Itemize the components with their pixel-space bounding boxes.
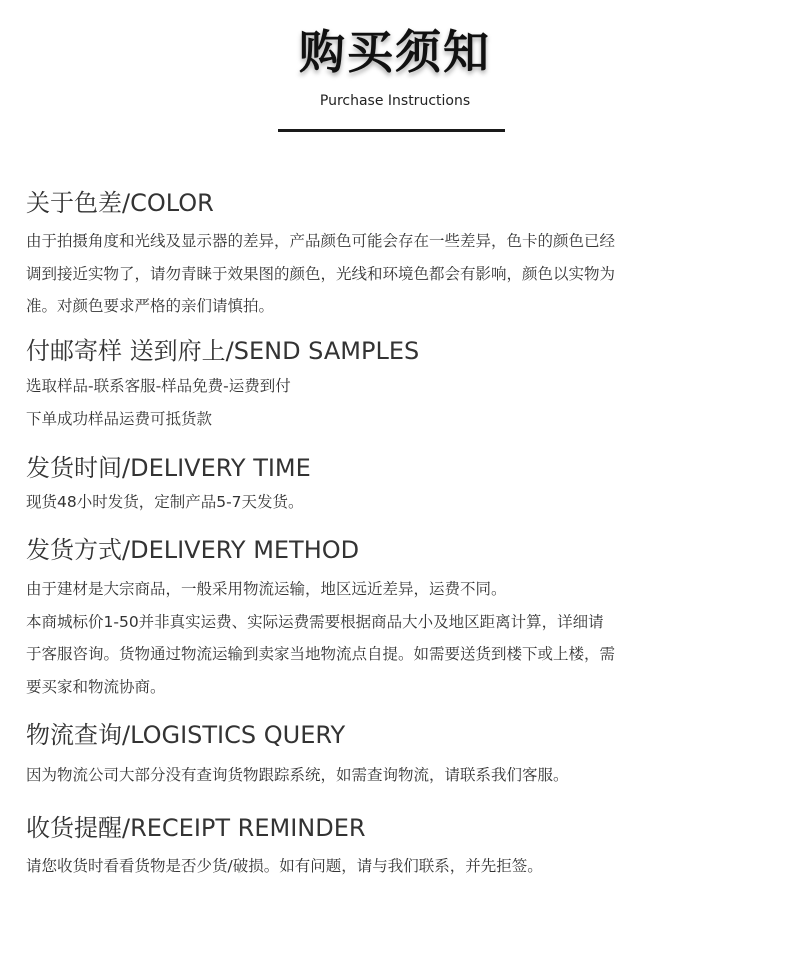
section-heading-color: 关于色差/COLOR	[26, 189, 214, 217]
section-text-line: 要买家和物流协商。	[26, 677, 166, 696]
section-text-line: 本商城标价1-50并非真实运费、实际运费需要根据商品大小及地区距离计算，详细请	[26, 612, 604, 631]
section-receipt-reminder	[26, 811, 726, 883]
section-text-line: 请您收货时看看货物是否少货/破损。如有问题，请与我们联系，并先拒签。	[26, 857, 543, 875]
section-text-line: 由于拍摄角度和光线及显示器的差异，产品颜色可能会存在一些差异，色卡的颜色已经	[26, 232, 616, 250]
section-text-line: 现货48小时发货，定制产品5-7天发货。	[26, 493, 304, 511]
section-logistics-query	[26, 718, 726, 792]
title-divider	[278, 129, 505, 132]
section-text-line: 因为物流公司大部分没有查询货物跟踪系统，如需查询物流，请联系我们客服。	[26, 766, 569, 784]
section-send-samples	[26, 334, 726, 435]
section-text-line: 调到接近实物了，请勿青睐于效果图的颜色，光线和环境色都会有影响，颜色以实物为	[26, 264, 616, 283]
section-heading-delivery-method: 发货方式/DELIVERY METHOD	[26, 536, 360, 564]
section-text-line: 下单成功样品运费可抵货款	[26, 409, 213, 428]
section-delivery-time	[26, 451, 726, 519]
section-text-line: 选取样品-联系客服-样品免费-运费到付	[26, 377, 291, 395]
section-delivery-method	[26, 533, 726, 703]
section-heading-send-samples: 付邮寄样 送到府上/SEND SAMPLES	[26, 337, 420, 365]
section-text-line: 由于建材是大宗商品，一般采用物流运输，地区远近差异，运费不同。	[26, 580, 507, 598]
page-subtitle: Purchase Instructions	[319, 93, 471, 109]
section-heading-logistics-query: 物流查询/LOGISTICS QUERY	[26, 721, 346, 749]
section-heading-receipt-reminder: 收货提醒/RECEIPT REMINDER	[26, 814, 366, 842]
section-text-line: 准。对颜色要求严格的亲们请慎拍。	[26, 297, 275, 315]
section-text-line: 于客服咨询。货物通过物流运输到卖家当地物流点自提。如需要送货到楼下或上楼，需	[26, 645, 616, 663]
section-color	[26, 186, 726, 323]
page-title: 购买须知	[299, 25, 491, 79]
section-heading-delivery-time: 发货时间/DELIVERY TIME	[26, 454, 311, 482]
